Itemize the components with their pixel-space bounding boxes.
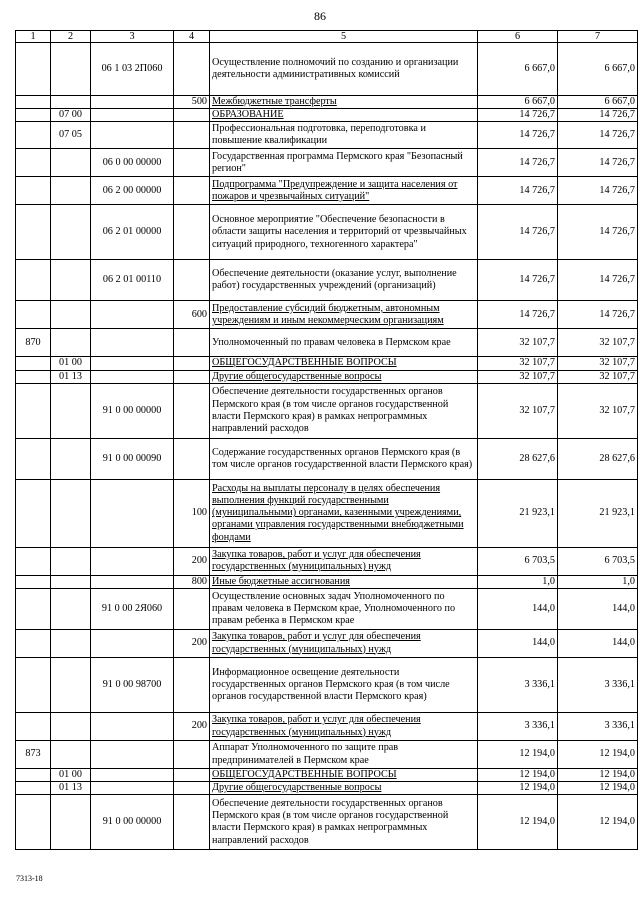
- cell-cs: [91, 96, 174, 109]
- cell-name: Обеспечение деятельности государственных органов Пермского края (в том числе органов государственной власти Пермского края) в рамках непрограммных направлений расходов: [210, 383, 478, 438]
- cell-vr: [174, 741, 210, 769]
- cell-gr: [16, 589, 51, 630]
- cell-name: Содержание государственных органов Пермского края (в том числе органов государственной власти Пермского края): [210, 438, 478, 479]
- cell-rz: [51, 630, 91, 658]
- cell-amount-2020: 14 726,7: [558, 301, 638, 329]
- cell-rz: [51, 301, 91, 329]
- cell-rz: [51, 547, 91, 575]
- table-row: [16, 713, 638, 741]
- table-row: [16, 547, 638, 575]
- cell-gr: [16, 122, 51, 149]
- cell-cs: 91 0 00 2Я060: [91, 589, 174, 630]
- cell-rz: [51, 149, 91, 177]
- cell-name: ОБРАЗОВАНИЕ: [210, 109, 478, 122]
- cell-vr: [174, 769, 210, 782]
- cell-amount-2020: 32 107,7: [558, 357, 638, 370]
- table-row: [16, 357, 638, 370]
- cell-vr: 600: [174, 301, 210, 329]
- cell-amount-2020: 14 726,7: [558, 260, 638, 301]
- cell-name: Осуществление полномочий по созданию и организации деятельности административных комиссий: [210, 43, 478, 96]
- cell-amount-2020: 6 667,0: [558, 96, 638, 109]
- cell-vr: 200: [174, 547, 210, 575]
- cell-amount-2019: 12 194,0: [478, 795, 558, 850]
- cell-amount-2019: 6 667,0: [478, 43, 558, 96]
- cell-cs: [91, 329, 174, 357]
- cell-vr: [174, 589, 210, 630]
- cell-cs: 06 2 01 00110: [91, 260, 174, 301]
- cell-rz: 01 00: [51, 357, 91, 370]
- table-row: [16, 96, 638, 109]
- cell-cs: [91, 122, 174, 149]
- cell-gr: [16, 301, 51, 329]
- cell-gr: [16, 438, 51, 479]
- cell-amount-2019: 14 726,7: [478, 109, 558, 122]
- cell-amount-2020: 14 726,7: [558, 149, 638, 177]
- cell-gr: [16, 795, 51, 850]
- cell-cs: 06 1 03 2П060: [91, 43, 174, 96]
- table-row: [16, 109, 638, 122]
- cell-cs: 91 0 00 00090: [91, 438, 174, 479]
- cell-name: Межбюджетные трансферты: [210, 96, 478, 109]
- cell-amount-2019: 12 194,0: [478, 782, 558, 795]
- cell-cs: [91, 547, 174, 575]
- cell-amount-2020: 12 194,0: [558, 795, 638, 850]
- cell-amount-2020: 21 923,1: [558, 479, 638, 547]
- cell-amount-2019: 32 107,7: [478, 357, 558, 370]
- cell-rz: [51, 260, 91, 301]
- table-row: [16, 329, 638, 357]
- cell-name: Основное мероприятие "Обеспечение безопасности в области защиты населения и территорий от чрезвычайных ситуаций природного, техногенного характера": [210, 205, 478, 260]
- cell-vr: [174, 658, 210, 713]
- cell-amount-2020: 12 194,0: [558, 782, 638, 795]
- table-row: [16, 205, 638, 260]
- table-row: [16, 658, 638, 713]
- cell-gr: [16, 630, 51, 658]
- cell-gr: [16, 149, 51, 177]
- cell-rz: [51, 205, 91, 260]
- table-row: [16, 479, 638, 547]
- cell-vr: [174, 109, 210, 122]
- cell-vr: [174, 260, 210, 301]
- cell-amount-2020: 12 194,0: [558, 741, 638, 769]
- cell-rz: 01 13: [51, 370, 91, 383]
- cell-vr: [174, 357, 210, 370]
- cell-amount-2019: 3 336,1: [478, 713, 558, 741]
- cell-gr: [16, 109, 51, 122]
- cell-gr: [16, 575, 51, 588]
- cell-vr: 100: [174, 479, 210, 547]
- header-cell: 7: [558, 31, 638, 43]
- cell-name: Обеспечение деятельности (оказание услуг, выполнение работ) государственных учреждений (организаций): [210, 260, 478, 301]
- cell-cs: [91, 630, 174, 658]
- cell-rz: [51, 177, 91, 205]
- cell-amount-2019: 28 627,6: [478, 438, 558, 479]
- cell-amount-2020: 14 726,7: [558, 177, 638, 205]
- cell-amount-2019: 1,0: [478, 575, 558, 588]
- cell-rz: 07 05: [51, 122, 91, 149]
- cell-vr: [174, 43, 210, 96]
- cell-cs: [91, 782, 174, 795]
- cell-rz: [51, 438, 91, 479]
- cell-vr: [174, 438, 210, 479]
- cell-cs: [91, 713, 174, 741]
- budget-table: [15, 30, 638, 850]
- cell-vr: 200: [174, 630, 210, 658]
- cell-cs: [91, 370, 174, 383]
- cell-cs: [91, 575, 174, 588]
- cell-amount-2019: 14 726,7: [478, 205, 558, 260]
- cell-name: Профессиональная подготовка, переподготовка и повышение квалификации: [210, 122, 478, 149]
- cell-gr: [16, 357, 51, 370]
- cell-amount-2019: 144,0: [478, 630, 558, 658]
- cell-name: Государственная программа Пермского края "Безопасный регион": [210, 149, 478, 177]
- cell-gr: [16, 547, 51, 575]
- header-cell: 5: [210, 31, 478, 43]
- cell-amount-2020: 14 726,7: [558, 205, 638, 260]
- cell-amount-2019: 3 336,1: [478, 658, 558, 713]
- cell-amount-2020: 14 726,7: [558, 109, 638, 122]
- cell-amount-2019: 21 923,1: [478, 479, 558, 547]
- cell-name: Расходы на выплаты персоналу в целях обеспечения выполнения функций государственными (муниципальными) органами, казенными учреждениями, органами управления государственными внебюджетными фондами: [210, 479, 478, 547]
- cell-vr: [174, 795, 210, 850]
- table-row: [16, 122, 638, 149]
- cell-cs: 06 2 00 00000: [91, 177, 174, 205]
- cell-vr: [174, 205, 210, 260]
- cell-amount-2019: 14 726,7: [478, 177, 558, 205]
- cell-name: Другие общегосударственные вопросы: [210, 370, 478, 383]
- header-row: [16, 31, 638, 43]
- cell-amount-2020: 144,0: [558, 630, 638, 658]
- cell-amount-2020: 28 627,6: [558, 438, 638, 479]
- cell-name: Закупка товаров, работ и услуг для обеспечения государственных (муниципальных) нужд: [210, 547, 478, 575]
- cell-gr: [16, 383, 51, 438]
- cell-amount-2019: 144,0: [478, 589, 558, 630]
- cell-gr: [16, 658, 51, 713]
- cell-rz: [51, 96, 91, 109]
- cell-name: Обеспечение деятельности государственных органов Пермского края (в том числе органов государственной власти Пермского края) в рамках непрограммных направлений расходов: [210, 795, 478, 850]
- cell-name: Закупка товаров, работ и услуг для обеспечения государственных (муниципальных) нужд: [210, 713, 478, 741]
- cell-amount-2019: 32 107,7: [478, 370, 558, 383]
- cell-cs: 91 0 00 98700: [91, 658, 174, 713]
- cell-gr: [16, 370, 51, 383]
- cell-amount-2019: 14 726,7: [478, 122, 558, 149]
- cell-amount-2020: 3 336,1: [558, 713, 638, 741]
- table-row: [16, 630, 638, 658]
- footer-code: 7313-18: [16, 874, 43, 883]
- table-row: [16, 383, 638, 438]
- header-cell: 6: [478, 31, 558, 43]
- cell-rz: [51, 575, 91, 588]
- cell-amount-2020: 32 107,7: [558, 383, 638, 438]
- table-row: [16, 260, 638, 301]
- cell-amount-2020: 32 107,7: [558, 329, 638, 357]
- cell-amount-2020: 12 194,0: [558, 769, 638, 782]
- cell-vr: 200: [174, 713, 210, 741]
- cell-amount-2019: 12 194,0: [478, 769, 558, 782]
- table-row: [16, 43, 638, 96]
- cell-name: ОБЩЕГОСУДАРСТВЕННЫЕ ВОПРОСЫ: [210, 769, 478, 782]
- cell-cs: [91, 741, 174, 769]
- header-cell: 2: [51, 31, 91, 43]
- cell-vr: [174, 329, 210, 357]
- table-row: [16, 149, 638, 177]
- table-body: [16, 43, 638, 850]
- cell-vr: [174, 383, 210, 438]
- cell-gr: [16, 479, 51, 547]
- cell-amount-2019: 14 726,7: [478, 149, 558, 177]
- cell-gr: [16, 177, 51, 205]
- cell-gr: [16, 96, 51, 109]
- cell-rz: [51, 589, 91, 630]
- cell-vr: [174, 149, 210, 177]
- cell-rz: [51, 383, 91, 438]
- cell-name: ОБЩЕГОСУДАРСТВЕННЫЕ ВОПРОСЫ: [210, 357, 478, 370]
- cell-amount-2019: 32 107,7: [478, 329, 558, 357]
- cell-name: Аппарат Уполномоченного по защите прав предпринимателей в Пермском крае: [210, 741, 478, 769]
- cell-amount-2020: 144,0: [558, 589, 638, 630]
- cell-vr: 500: [174, 96, 210, 109]
- cell-amount-2019: 12 194,0: [478, 741, 558, 769]
- table-row: [16, 741, 638, 769]
- cell-cs: [91, 301, 174, 329]
- header-cell: 3: [91, 31, 174, 43]
- cell-cs: [91, 357, 174, 370]
- cell-gr: 870: [16, 329, 51, 357]
- cell-rz: [51, 713, 91, 741]
- cell-gr: [16, 769, 51, 782]
- cell-amount-2020: 6 667,0: [558, 43, 638, 96]
- cell-cs: 06 2 01 00000: [91, 205, 174, 260]
- cell-name: Предоставление субсидий бюджетным, автономным учреждениям и иным некоммерческим организациям: [210, 301, 478, 329]
- header-cell: 4: [174, 31, 210, 43]
- cell-gr: [16, 713, 51, 741]
- cell-rz: 07 00: [51, 109, 91, 122]
- cell-amount-2020: 32 107,7: [558, 370, 638, 383]
- cell-amount-2020: 3 336,1: [558, 658, 638, 713]
- cell-cs: [91, 479, 174, 547]
- cell-rz: [51, 741, 91, 769]
- cell-name: Информационное освещение деятельности государственных органов Пермского края (в том числе органов государственной власти Пермского края): [210, 658, 478, 713]
- cell-amount-2020: 6 703,5: [558, 547, 638, 575]
- cell-name: Подпрограмма "Предупреждение и защита населения от пожаров и чрезвычайных ситуаций": [210, 177, 478, 205]
- cell-amount-2019: 6 667,0: [478, 96, 558, 109]
- table-row: [16, 795, 638, 850]
- cell-rz: [51, 329, 91, 357]
- cell-name: Другие общегосударственные вопросы: [210, 782, 478, 795]
- cell-cs: [91, 769, 174, 782]
- cell-gr: [16, 43, 51, 96]
- cell-name: Осуществление основных задач Уполномоченного по правам человека в Пермском крае, Уполномоченного по правам ребенка в Пермском крае: [210, 589, 478, 630]
- cell-rz: 01 13: [51, 782, 91, 795]
- cell-rz: [51, 658, 91, 713]
- table-row: [16, 301, 638, 329]
- cell-vr: [174, 370, 210, 383]
- table-row: [16, 575, 638, 588]
- cell-amount-2019: 14 726,7: [478, 301, 558, 329]
- cell-cs: [91, 109, 174, 122]
- cell-amount-2020: 14 726,7: [558, 122, 638, 149]
- cell-gr: [16, 260, 51, 301]
- cell-gr: [16, 205, 51, 260]
- table-row: [16, 438, 638, 479]
- cell-amount-2019: 6 703,5: [478, 547, 558, 575]
- cell-vr: [174, 782, 210, 795]
- table-row: [16, 769, 638, 782]
- cell-name: Закупка товаров, работ и услуг для обеспечения государственных (муниципальных) нужд: [210, 630, 478, 658]
- cell-amount-2019: 32 107,7: [478, 383, 558, 438]
- cell-vr: [174, 122, 210, 149]
- table-row: [16, 782, 638, 795]
- cell-cs: 91 0 00 00000: [91, 383, 174, 438]
- cell-name: Уполномоченный по правам человека в Пермском крае: [210, 329, 478, 357]
- cell-vr: [174, 177, 210, 205]
- header-cell: 1: [16, 31, 51, 43]
- cell-cs: 06 0 00 00000: [91, 149, 174, 177]
- cell-gr: [16, 782, 51, 795]
- cell-gr: 873: [16, 741, 51, 769]
- table-row: [16, 589, 638, 630]
- page-number: 86: [314, 9, 326, 23]
- cell-amount-2019: 14 726,7: [478, 260, 558, 301]
- cell-name: Иные бюджетные ассигнования: [210, 575, 478, 588]
- cell-rz: [51, 479, 91, 547]
- cell-vr: 800: [174, 575, 210, 588]
- table-row: [16, 370, 638, 383]
- cell-rz: [51, 43, 91, 96]
- cell-amount-2020: 1,0: [558, 575, 638, 588]
- table-row: [16, 177, 638, 205]
- cell-rz: [51, 795, 91, 850]
- cell-cs: 91 0 00 00000: [91, 795, 174, 850]
- cell-rz: 01 00: [51, 769, 91, 782]
